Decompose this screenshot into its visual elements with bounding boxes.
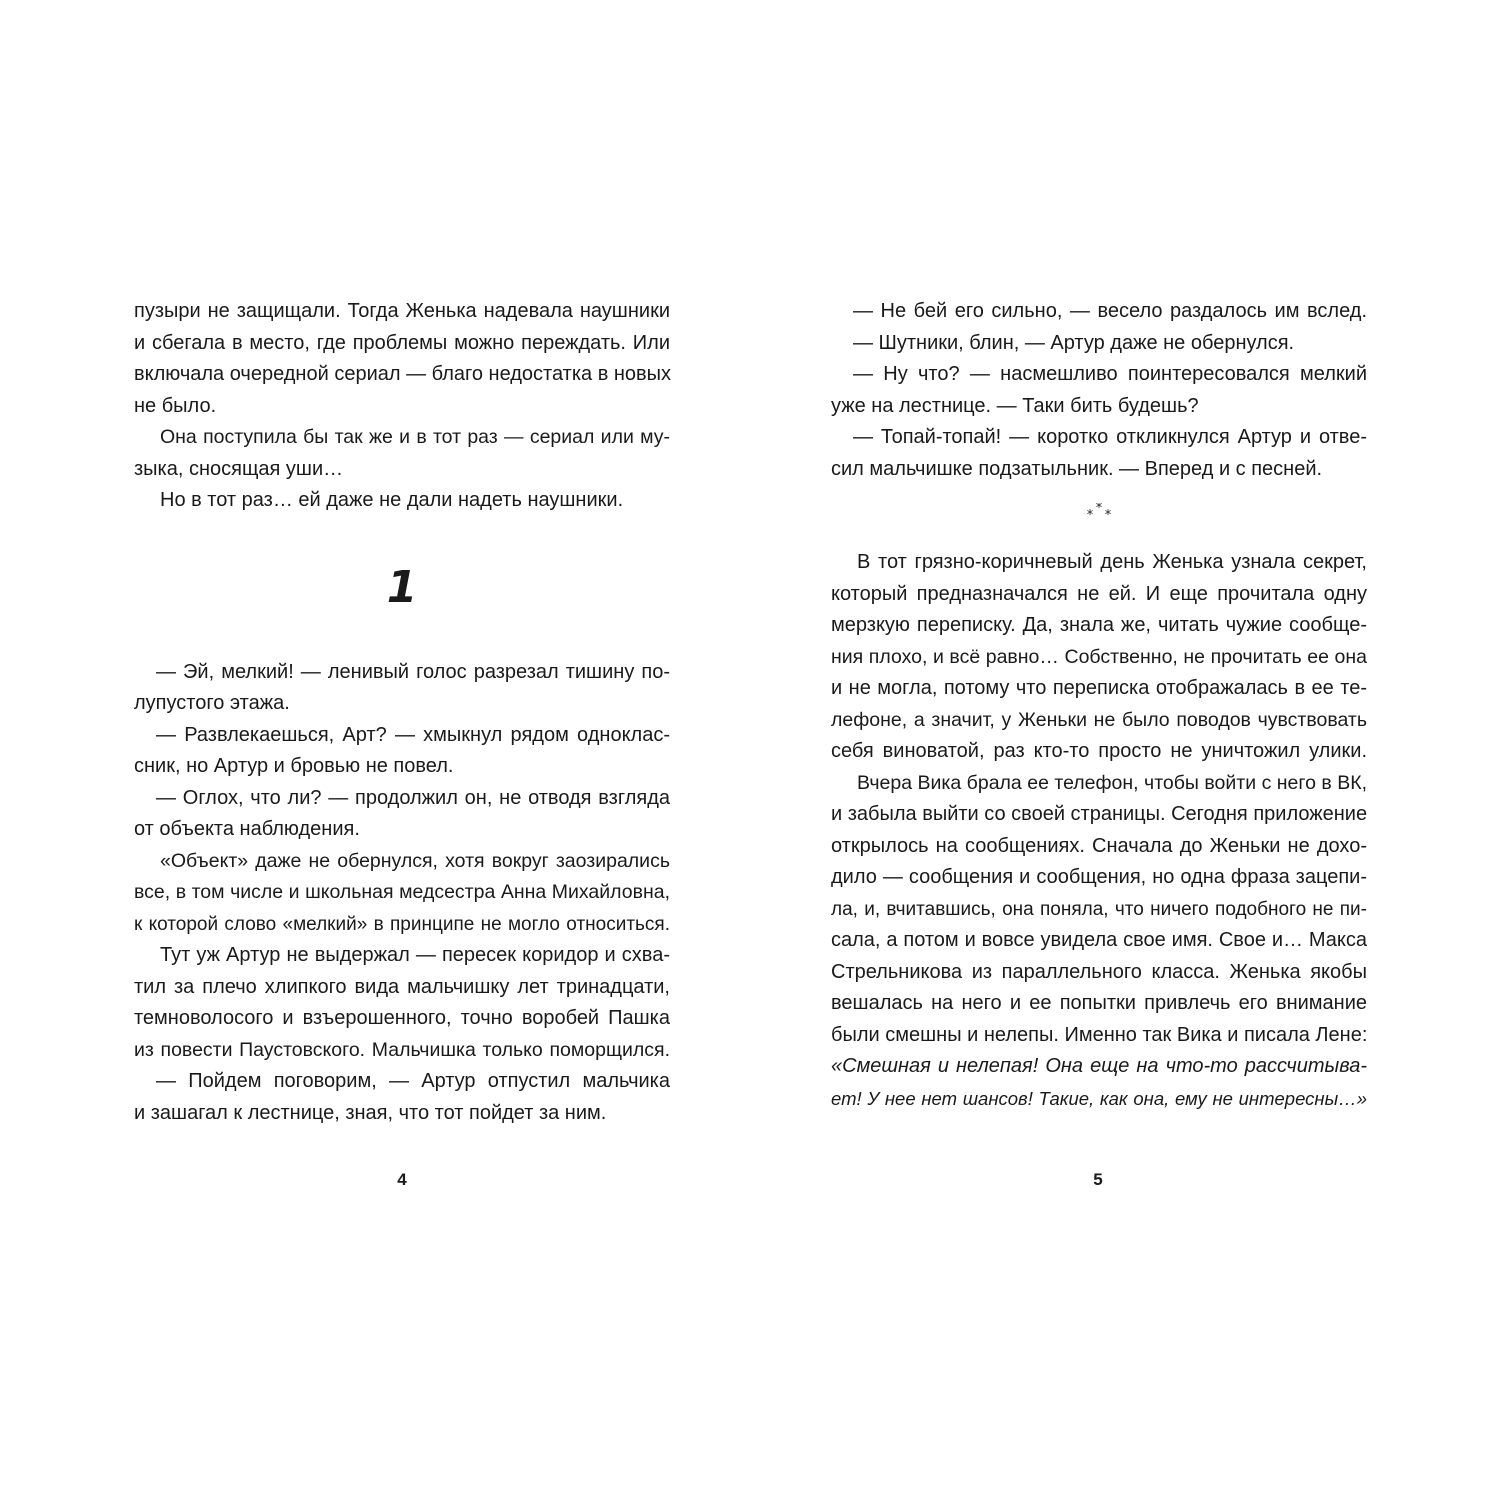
asterism-icon: [1083, 503, 1115, 519]
text-line: — Оглох, что ли? — продолжил он, не отводя взгляда: [156, 786, 670, 809]
text-line: уже на лестнице. — Таки бить будешь?: [831, 394, 1199, 417]
text-line: сала, а потом и вовсе увидела свое имя. Свое и… Макса: [831, 929, 1367, 951]
text-line: Стрельникова из параллельного класса. Женька якобы: [831, 960, 1367, 983]
svg-text:*: *: [1104, 508, 1112, 519]
quoted-message-line: «Смешная и нелепая! Она еще на что-то рассчитыва-: [831, 1055, 1367, 1077]
text-line: сил мальчишке подзатыльник. — Вперед и с песней.: [831, 457, 1323, 480]
text-line: включала очередной сериал — благо недостатка в новых: [134, 363, 672, 385]
text-line: сник, но Артур и бровью не повел.: [134, 755, 454, 777]
text-line: лефоне, а значит, у Женьки не было поводов чувствовать: [831, 708, 1367, 731]
text-line: зыка, сносящая уши…: [134, 457, 344, 480]
text-line: — Эй, мелкий! — ленивый голос разрезал тишину по-: [156, 660, 670, 683]
text-line: В тот грязно-коричневый день Женька узнала секрет,: [857, 551, 1367, 573]
page-number-right: 5: [1093, 1170, 1103, 1189]
text-line: — Топай-топай! — коротко откликнулся Артур и отве-: [853, 426, 1367, 448]
text-line: Но в тот раз… ей даже не дали надеть наушники.: [160, 489, 624, 511]
text-line: и не могла, потому что переписка отображалась в ее те-: [831, 677, 1367, 699]
svg-text:*: *: [1086, 508, 1094, 519]
chapter-number: 1: [386, 561, 418, 613]
svg-text:*: *: [1095, 503, 1103, 516]
text-line: который предназначался не ей. И еще прочитала одну: [831, 582, 1367, 605]
text-line: и сбегала в место, где проблемы можно переждать. Или: [134, 331, 670, 354]
text-line: Она поступила бы так же и в тот раз — сериал или му-: [160, 426, 670, 448]
section-separator: [831, 485, 1367, 547]
text-line: вешалась на него и ее попытки привлечь его внимание: [831, 992, 1367, 1014]
text-line: лупустого этажа.: [134, 692, 290, 714]
text-line: и забыла выйти со своей страницы. Сегодня приложение: [831, 803, 1368, 825]
text-line: — Развлекаешься, Арт? — хмыкнул рядом одноклас-: [156, 723, 670, 746]
text-line: «Объект» даже не обернулся, хотя вокруг заозирались: [160, 849, 670, 872]
text-line: ла, и, вчитавшись, она поняла, что ничего подобного не пи-: [831, 898, 1367, 920]
text-line: дило — сообщения и сообщения, но одна фраза зацепи-: [831, 866, 1367, 888]
text-line: мерзкую переписку. Да, знала же, читать чужие сообще-: [831, 614, 1367, 636]
text-line: к которой слово «мелкий» в принципе не могло относиться.: [134, 913, 670, 935]
right-page: [831, 296, 1367, 1114]
text-line: и зашагал к лестнице, зная, что тот пойдет за ним.: [134, 1101, 607, 1124]
text-line: себя виноватой, раз кто-то просто не уничтожил улики.: [831, 740, 1367, 762]
text-line: от объекта наблюдения.: [134, 818, 360, 840]
text-line: Вчера Вика брала ее телефон, чтобы войти с него в ВК,: [857, 771, 1367, 794]
text-line: — Шутники, блин, — Артур даже не обернулся.: [853, 331, 1295, 354]
text-line: пузыри не защищали. Тогда Женька надевала наушники: [134, 300, 670, 322]
text-line: — Ну что? — насмешливо поинтересовался мелкий: [853, 363, 1367, 385]
left-page: [134, 296, 670, 1129]
page-number-left: 4: [397, 1170, 407, 1189]
text-line: ния плохо, и всё равно… Собственно, не прочитать ее она: [831, 645, 1367, 668]
text-line: Тут уж Артур не выдержал — пересек коридор и схва-: [160, 944, 670, 966]
text-line: открылось на сообщениях. Сначала до Женьки не дохо-: [831, 834, 1367, 857]
text-line: все, в том числе и школьная медсестра Анна Михайловна,: [134, 881, 670, 903]
text-line: были смешны и нелепы. Именно так Вика и писала Лене:: [831, 1023, 1368, 1046]
text-line: — Не бей его сильно, — весело раздалось им вслед.: [853, 300, 1367, 322]
text-line: темноволосого и взъерошенного, точно воробей Пашка: [134, 1007, 670, 1029]
text-line: — Пойдем поговорим, — Артур отпустил мальчика: [156, 1070, 670, 1092]
text-line: тил за плечо хлипкого вида мальчишку лет тринадцати,: [134, 975, 670, 998]
text-line: из повести Паустовского. Мальчишка только поморщился.: [134, 1038, 670, 1061]
text-line: не было.: [134, 394, 217, 417]
quoted-message-line: ет! У нее нет шансов! Такие, как она, ему не интересны…»: [831, 1087, 1367, 1109]
